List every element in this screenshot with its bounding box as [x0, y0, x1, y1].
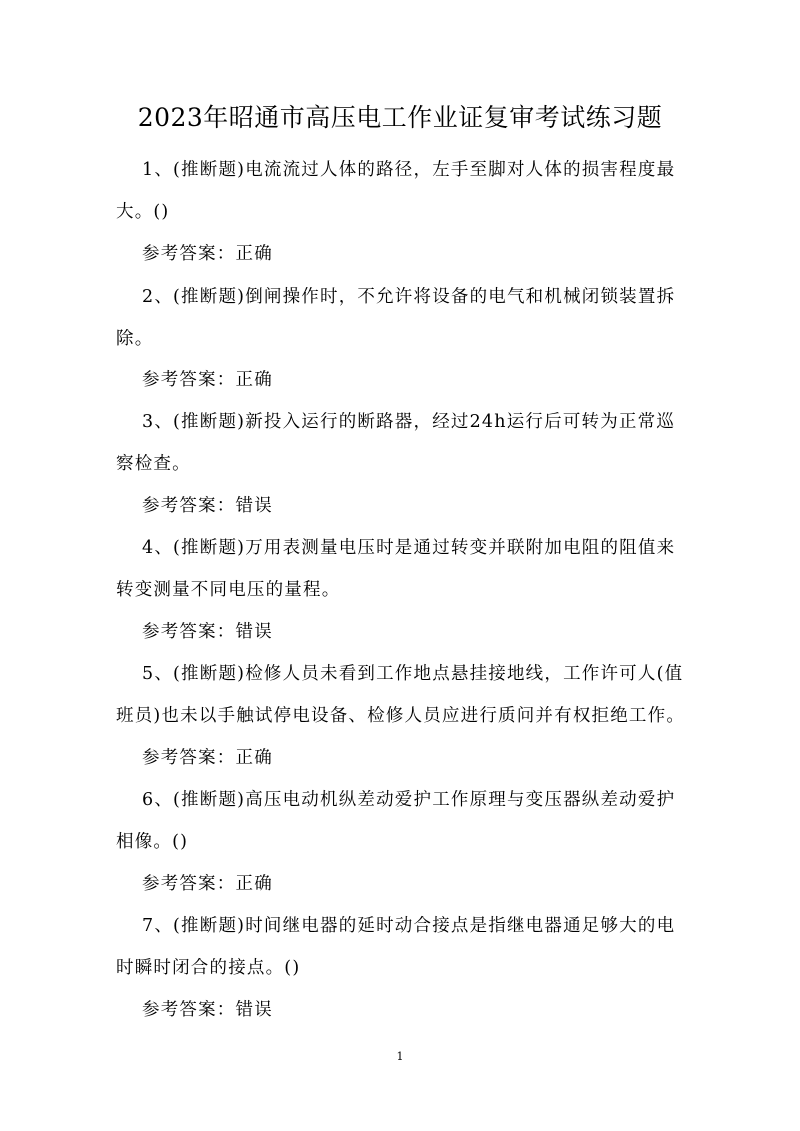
question-2-text-line-1: 2、(推断题)倒闸操作时，不允许将设备的电气和机械闭锁装置拆 — [142, 287, 676, 307]
question-4-text-line-2: 转变测量不同电压的量程。 — [116, 580, 341, 600]
question-6-text-line-2: 相像。() — [116, 832, 189, 852]
question-1-answer: 参考答案：正确 — [142, 244, 273, 264]
question-2-text-line-2: 除。 — [116, 329, 154, 349]
question-5-text-line-1: 5、(推断题)检修人员未看到工作地点悬挂接地线，工作许可人(值 — [142, 664, 684, 684]
question-5-text-line-2: 班员)也未以手触试停电设备、检修人员应进行质问并有权拒绝工作。 — [116, 706, 686, 726]
question-6-text-line-1: 6、(推断题)高压电动机纵差动爱护工作原理与变压器纵差动爱护 — [142, 790, 676, 810]
question-4-text-line-1: 4、(推断题)万用表测量电压时是通过转变并联附加电阻的阻值来 — [142, 538, 676, 558]
question-3-text-line-1: 3、(推断题)新投入运行的断路器，经过24h运行后可转为正常巡 — [142, 412, 676, 432]
question-2-answer: 参考答案：正确 — [142, 370, 273, 390]
question-3-text-line-2: 察检查。 — [116, 454, 191, 474]
question-1-text-line-2: 大。() — [116, 202, 170, 222]
question-3-answer: 参考答案：错误 — [142, 496, 273, 516]
question-5-answer: 参考答案：正确 — [142, 748, 273, 768]
document-title: 2023年昭通市高压电工作业证复审考试练习题 — [137, 103, 663, 132]
question-6-answer: 参考答案：正确 — [142, 874, 273, 894]
question-4-answer: 参考答案：错误 — [142, 622, 273, 642]
question-7-text-line-2: 时瞬时闭合的接点。() — [116, 958, 301, 978]
question-1-text-line-1: 1、(推断题)电流流过人体的路径，左手至脚对人体的损害程度最 — [142, 160, 676, 180]
page-number: 1 — [396, 1050, 404, 1063]
question-7-text-line-1: 7、(推断题)时间继电器的延时动合接点是指继电器通足够大的电 — [142, 916, 676, 936]
question-7-answer: 参考答案：错误 — [142, 1000, 273, 1020]
